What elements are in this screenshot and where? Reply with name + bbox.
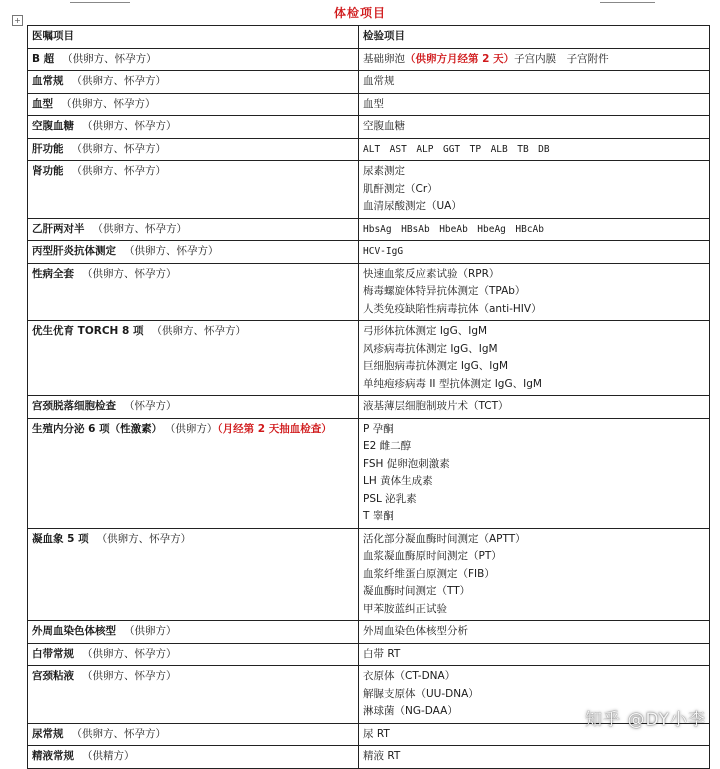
table-row — [28, 263, 710, 321]
test-item: 活化部分凝血酶时间测定（APTT） — [363, 532, 526, 545]
table-row — [28, 138, 710, 161]
test-item: 淋球菌（NG-DAA） — [363, 705, 458, 717]
table-header-row — [28, 26, 710, 49]
test-item: 快速血浆反应素试验（RPR） — [363, 267, 500, 280]
test-item: HbsAg HBsAb HbeAb HbeAg HBcAb — [363, 223, 544, 235]
order-item-note: （供卵方、怀孕方） — [92, 222, 187, 235]
order-item-cell — [28, 396, 359, 419]
order-item-note: （怀孕方） — [124, 400, 177, 412]
test-item: 空腹血糖 — [363, 120, 405, 132]
order-item-name: 空腹血糖 — [32, 120, 74, 132]
top-rule-right — [600, 2, 655, 3]
order-item-name: 肾功能 — [32, 165, 64, 177]
order-item-name: 宫颈粘液 — [32, 670, 74, 682]
test-items-cell — [359, 418, 710, 528]
order-item-cell — [28, 621, 359, 644]
order-item-note: （供卵方、怀孕方） — [82, 120, 177, 132]
order-item-name: 宫颈脱落细胞检查 — [32, 400, 116, 412]
test-item: 血常规 — [363, 75, 395, 87]
order-item-cell — [28, 321, 359, 396]
table-row — [28, 643, 710, 666]
order-item-name: B 超 — [32, 52, 55, 65]
order-item-cell — [28, 241, 359, 264]
order-item-cell — [28, 746, 359, 769]
header-order-items: 医嘱项目 — [28, 26, 359, 49]
test-item: FSH 促卵泡刺激素 — [363, 457, 450, 470]
table-row — [28, 746, 710, 769]
order-item-note: （供卵方、怀孕方） — [61, 97, 156, 110]
order-item-cell — [28, 528, 359, 621]
test-item: 血型 — [363, 97, 384, 110]
test-item: 精液 RT — [363, 750, 401, 762]
order-item-cell — [28, 48, 359, 71]
order-item-note: （供卵方、怀孕方） — [62, 52, 157, 65]
order-item-name: 精液常规 — [32, 750, 74, 762]
order-item-name: 尿常规 — [32, 727, 64, 740]
test-item: 肌酐测定（Cr） — [363, 182, 438, 195]
test-items-cell — [359, 396, 710, 419]
order-item-note: （供卵方、怀孕方） — [82, 647, 177, 660]
table-row — [28, 241, 710, 264]
table-row — [28, 71, 710, 94]
table-move-handle-icon[interactable]: + — [12, 15, 23, 26]
order-item-name: 肝功能 — [32, 142, 64, 155]
order-item-note: （供卵方、怀孕方） — [151, 325, 246, 337]
order-item-cell — [28, 418, 359, 528]
table-row — [28, 418, 710, 528]
test-item: 血浆纤维蛋白原测定（FIB） — [363, 567, 495, 580]
order-item-name: 丙型肝炎抗体测定 — [32, 245, 116, 257]
test-item: 血浆凝血酶原时间测定（PT） — [363, 550, 502, 562]
order-item-note: （供卵方、怀孕方） — [71, 165, 166, 177]
order-item-note: （供卵方、怀孕方） — [96, 532, 192, 545]
test-items-cell — [359, 241, 710, 264]
test-items-cell — [359, 263, 710, 321]
top-rule-left — [70, 2, 130, 3]
order-item-note: （供卵方、怀孕方） — [71, 75, 166, 87]
order-item-cell — [28, 666, 359, 724]
test-item: 液基薄层细胞制玻片术（TCT） — [363, 400, 509, 412]
order-item-note: （供卵方、怀孕方） — [71, 142, 166, 155]
order-item-name: 性病全套 — [32, 267, 74, 280]
order-item-cell — [28, 723, 359, 746]
test-items-cell — [359, 621, 710, 644]
table-row — [28, 396, 710, 419]
order-item-note: （供精方） — [82, 750, 135, 762]
test-item: 解脲支原体（UU-DNA） — [363, 687, 479, 700]
test-items-cell — [359, 746, 710, 769]
order-item-name: 凝血象 5 项 — [32, 532, 89, 545]
table-row — [28, 116, 710, 139]
order-item-name: 生殖内分泌 6 项（性激素） — [32, 422, 163, 435]
test-items-cell — [359, 218, 710, 241]
table-row — [28, 93, 710, 116]
test-item: 尿 RT — [363, 727, 390, 740]
order-item-name: 优生优育 TORCH 8 项 — [32, 325, 144, 337]
test-items-cell — [359, 321, 710, 396]
test-items-cell — [359, 93, 710, 116]
document-title: 体检项目 — [333, 6, 386, 20]
test-item: T 睾酮 — [363, 510, 394, 522]
watermark: 知乎 @DY小李 — [585, 710, 706, 730]
order-item-cell — [28, 71, 359, 94]
test-item: E2 雌二醇 — [363, 440, 412, 452]
order-item-cell — [28, 138, 359, 161]
order-item-name: 白带常规 — [32, 647, 74, 660]
test-item: 梅毒螺旋体特异抗体测定（TPAb） — [363, 285, 526, 297]
order-item-name: 血型 — [32, 97, 53, 110]
test-item-text: 子宫内膜 子宫附件 — [514, 52, 609, 65]
order-item-cell — [28, 263, 359, 321]
test-item: 人类免疫缺陷性病毒抗体（anti-HIV） — [363, 302, 542, 315]
test-item: 巨细胞病毒抗体测定 IgG、IgM — [363, 360, 509, 372]
order-item-cell — [28, 218, 359, 241]
test-item: HCV-IgG — [363, 246, 404, 257]
header-test-items: 检验项目 — [359, 26, 710, 49]
test-items-cell — [359, 116, 710, 139]
test-items-cell — [359, 48, 710, 71]
table-row — [28, 621, 710, 644]
exam-table — [27, 25, 710, 769]
order-item-cell — [28, 161, 359, 219]
test-item: 血清尿酸测定（UA） — [363, 200, 462, 212]
test-item: 风疹病毒抗体测定 IgG、IgM — [363, 342, 498, 355]
table-row — [28, 218, 710, 241]
order-item-highlight: （月经第 2 天抽血检查） — [217, 422, 332, 435]
order-item-note: （供卵方） — [124, 625, 177, 637]
order-item-note: （供卵方、怀孕方） — [71, 727, 166, 740]
test-item: 外周血染色体核型分析 — [363, 625, 468, 637]
order-item-name: 外周血染色体核型 — [32, 625, 116, 637]
table-row — [28, 161, 710, 219]
test-item: 凝血酶时间测定（TT） — [363, 585, 471, 597]
order-item-note: （供卵方、怀孕方） — [124, 245, 219, 257]
test-items-cell — [359, 528, 710, 621]
order-item-note: （供卵方） — [170, 422, 218, 435]
order-item-note: （供卵方、怀孕方） — [82, 670, 177, 682]
order-item-name: 血常规 — [32, 75, 64, 87]
test-item: 衣原体（CT-DNA） — [363, 670, 456, 682]
test-item: P 孕酮 — [363, 422, 394, 435]
order-item-name: 乙肝两对半 — [32, 222, 85, 235]
test-item: LH 黄体生成素 — [363, 475, 433, 487]
order-item-cell — [28, 643, 359, 666]
test-item: PSL 泌乳素 — [363, 492, 417, 505]
test-item-text: 基础卵泡 — [363, 52, 405, 65]
test-item: ALT AST ALP GGT TP ALB TB DB — [363, 143, 550, 155]
table-row — [28, 528, 710, 621]
test-items-cell — [359, 161, 710, 219]
table-row — [28, 48, 710, 71]
order-item-cell — [28, 93, 359, 116]
order-item-note: （供卵方、怀孕方） — [82, 267, 177, 280]
table-row — [28, 321, 710, 396]
test-item: 白带 RT — [363, 647, 401, 660]
test-items-cell — [359, 138, 710, 161]
test-item: 甲苯胺蓝纠正试验 — [363, 602, 447, 615]
test-item-highlight: （供卵方月经第 2 天） — [405, 52, 515, 65]
order-item-cell — [28, 116, 359, 139]
test-items-cell — [359, 71, 710, 94]
test-items-cell — [359, 643, 710, 666]
test-item: 尿素测定 — [363, 165, 405, 177]
test-item: 弓形体抗体测定 IgG、IgM — [363, 325, 488, 337]
test-item: 单纯疱疹病毒 II 型抗体测定 IgG、IgM — [363, 377, 542, 390]
